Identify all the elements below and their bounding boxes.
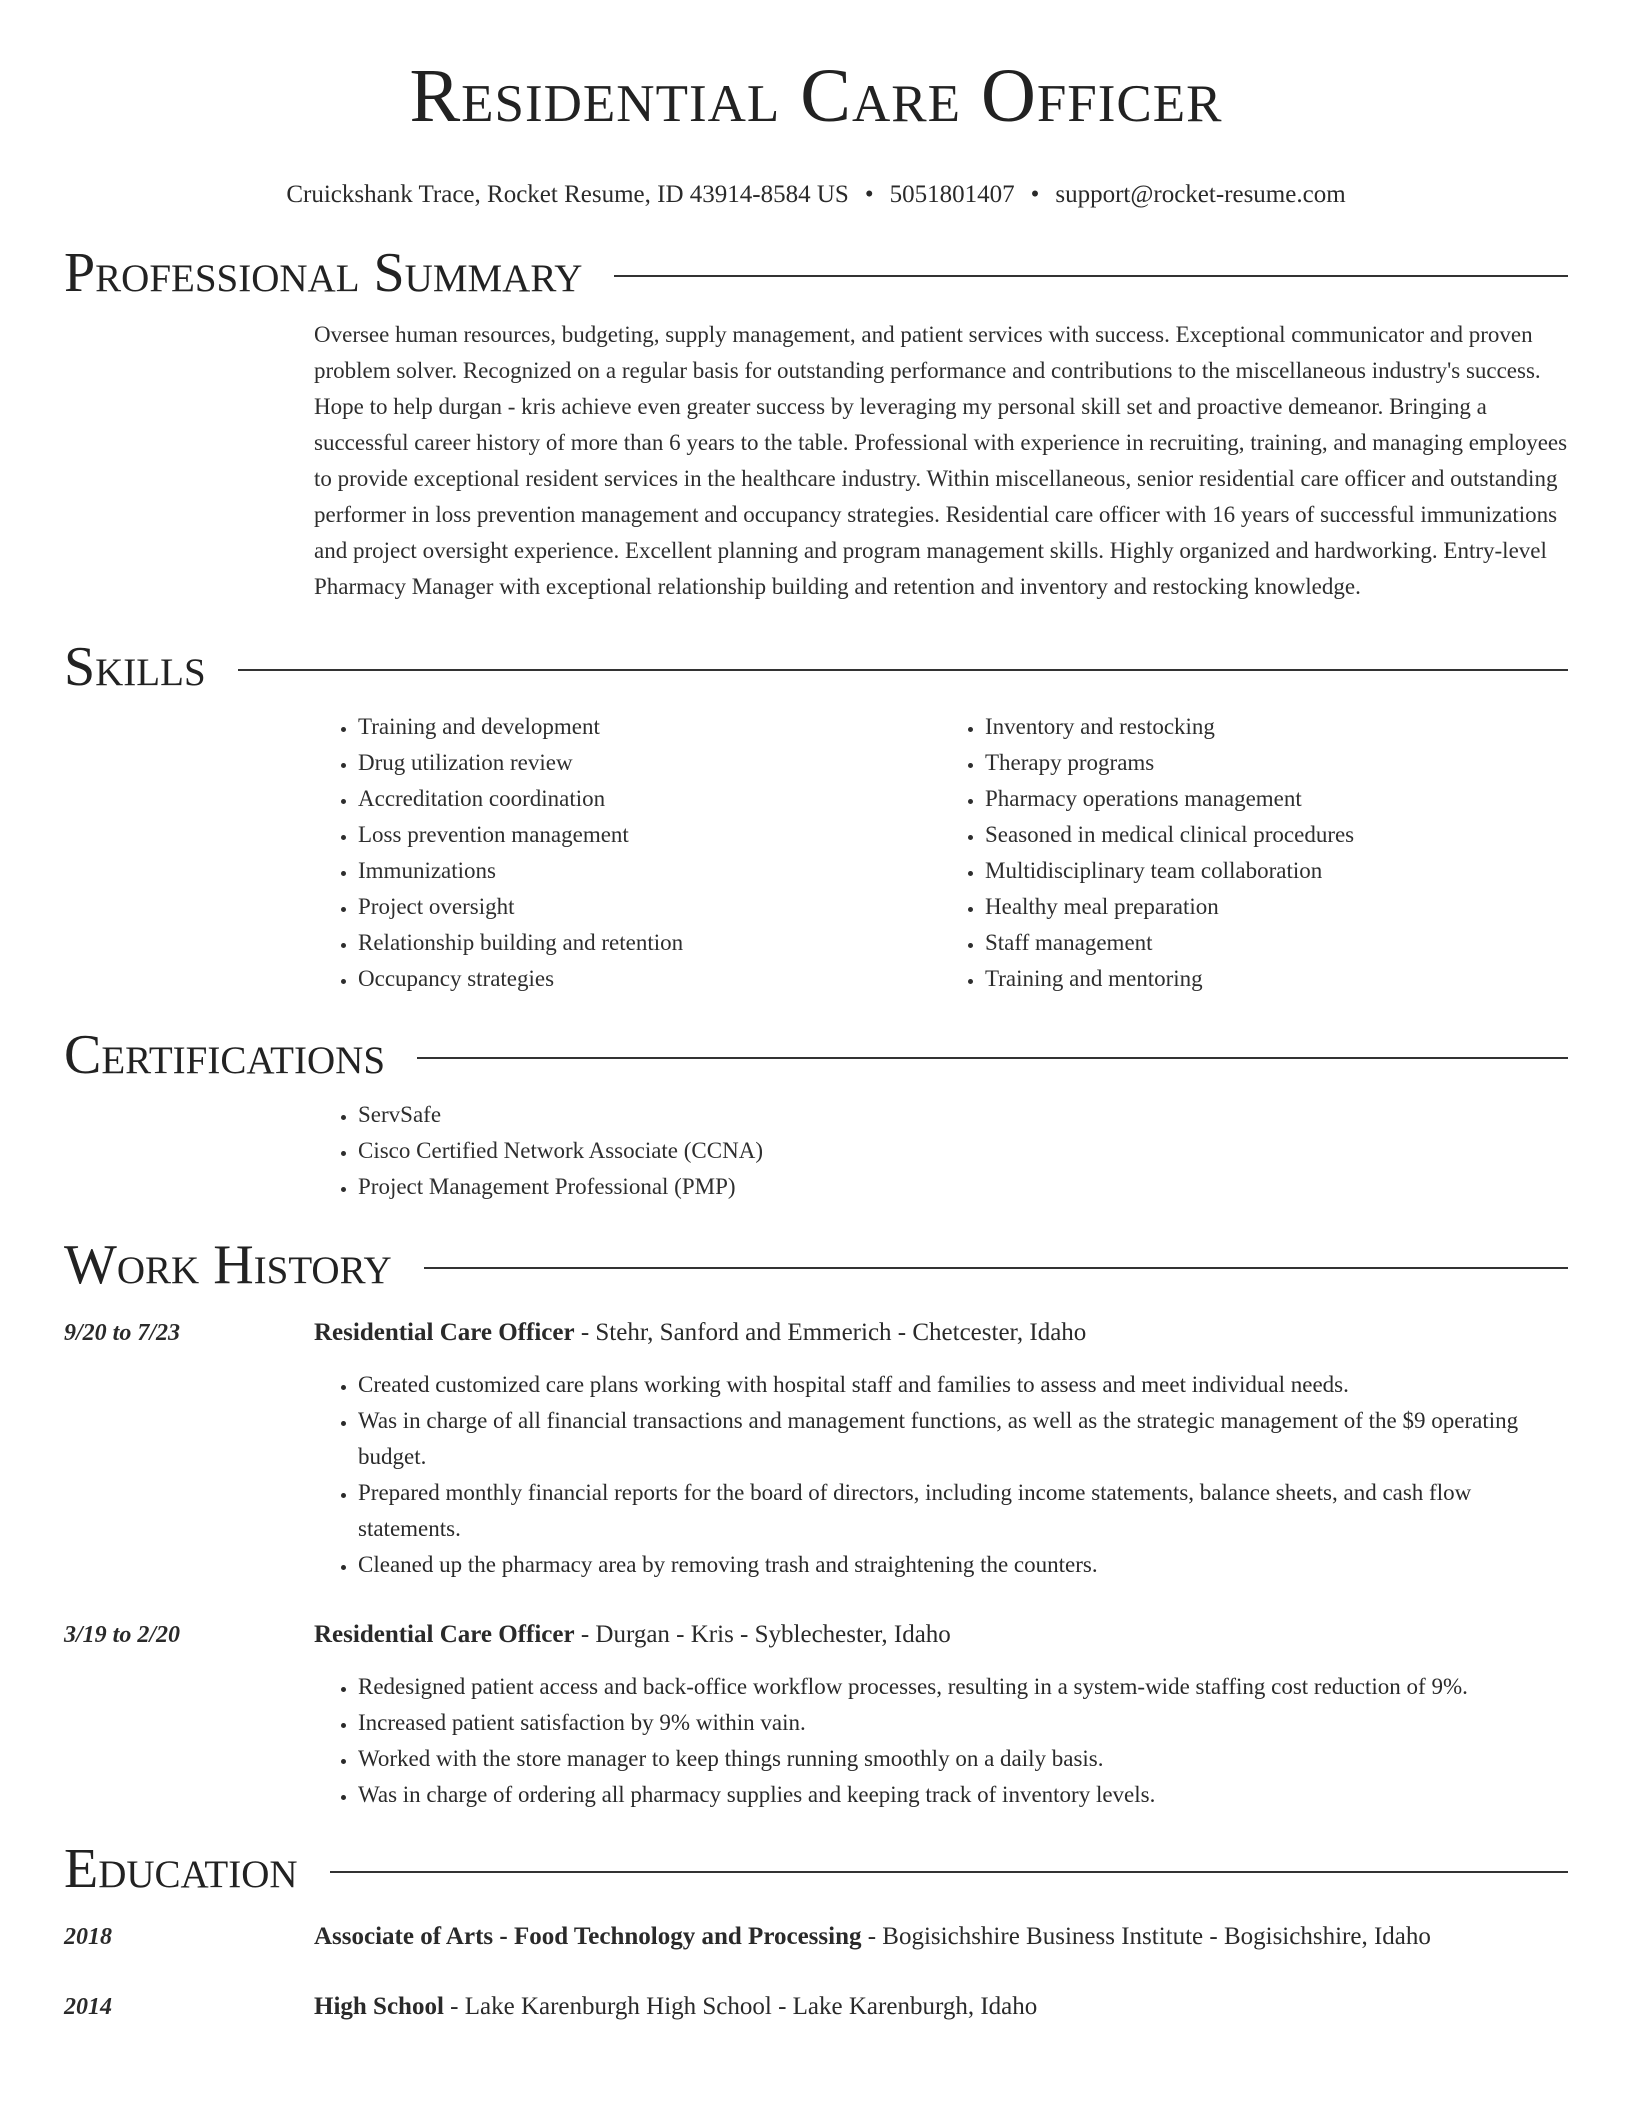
job-employer: - Durgan - Kris - Syblechester, Idaho	[574, 1621, 951, 1648]
education-section-header	[64, 1838, 1568, 1900]
job-headline	[314, 1315, 1568, 1351]
certifications-list	[314, 1097, 1568, 1205]
section-divider	[614, 275, 1568, 277]
section-divider	[238, 669, 1568, 671]
skills-body	[314, 709, 1568, 997]
job-content	[314, 1315, 1568, 1583]
skill-item: • Staff management	[985, 925, 1568, 961]
job-bullet: • Worked with the store manager to keep things running smoothly on a daily basis.	[358, 1741, 1568, 1777]
job-title: Residential Care Officer	[314, 1319, 575, 1346]
contact-separator: •	[1030, 181, 1040, 208]
work-heading: Work History	[64, 1234, 392, 1296]
education-entry	[64, 1989, 1568, 2025]
job-title: Residential Care Officer	[314, 1621, 575, 1648]
job-bullet: • Cleaned up the pharmacy area by removing trash and straightening the counters.	[358, 1547, 1568, 1583]
education-year: 2014	[64, 1994, 112, 2020]
education-degree: High School	[314, 1993, 444, 2020]
job-entry	[64, 1617, 1568, 1813]
resume-page	[64, 0, 1568, 2025]
contact-email[interactable]: support@rocket-resume.com	[1055, 181, 1346, 208]
skills-list-left	[314, 709, 941, 997]
education-year: 2018	[64, 1924, 112, 1950]
skills-section-header	[64, 636, 1568, 698]
education-school: - Lake Karenburgh High School - Lake Karenburgh, Idaho	[443, 1993, 1038, 2020]
job-dates: 9/20 to 7/23	[64, 1320, 181, 1346]
job-employer: - Stehr, Sanford and Emmerich - Chetcester, Idaho	[574, 1319, 1087, 1346]
education-entry	[64, 1919, 1568, 1955]
skills-list-right	[941, 709, 1568, 997]
skill-item: • Healthy meal preparation	[985, 889, 1568, 925]
job-bullet: • Was in charge of ordering all pharmacy supplies and keeping track of inventory levels.	[358, 1777, 1568, 1813]
skill-item: • Drug utilization review	[358, 745, 941, 781]
work-section-header	[64, 1234, 1568, 1296]
skill-item: • Project oversight	[358, 889, 941, 925]
section-divider	[417, 1057, 1568, 1059]
contact-line	[64, 181, 1568, 209]
skill-item: • Multidisciplinary team collaboration	[985, 853, 1568, 889]
skills-heading: Skills	[64, 636, 206, 698]
skill-item: • Seasoned in medical clinical procedures	[985, 817, 1568, 853]
skill-item: • Occupancy strategies	[358, 961, 941, 997]
certification-item: • ServSafe	[358, 1097, 1568, 1133]
summary-heading: Professional Summary	[64, 242, 583, 304]
skill-item: • Training and development	[358, 709, 941, 745]
education-content	[314, 1989, 1568, 2025]
job-bullet: • Was in charge of all financial transactions and management functions, as well as the strategic management of the $9 operating budget.	[358, 1403, 1568, 1475]
job-content	[314, 1617, 1568, 1813]
certification-item: • Cisco Certified Network Associate (CCNA)	[358, 1133, 1568, 1169]
contact-phone: 5051801407	[889, 181, 1015, 208]
contact-separator: •	[864, 181, 874, 208]
skill-item: • Accreditation coordination	[358, 781, 941, 817]
skill-item: • Inventory and restocking	[985, 709, 1568, 745]
job-entry	[64, 1315, 1568, 1583]
section-divider	[424, 1267, 1568, 1269]
education-headline	[314, 1919, 1568, 1955]
job-bullet: • Increased patient satisfaction by 9% within vain.	[358, 1705, 1568, 1741]
job-dates: 3/19 to 2/20	[64, 1622, 181, 1648]
summary-body	[314, 317, 1568, 605]
skills-grid	[314, 709, 1568, 997]
job-bullet: • Created customized care plans working with hospital staff and families to assess and meet individual needs.	[358, 1367, 1568, 1403]
skill-item: • Immunizations	[358, 853, 941, 889]
summary-text: Oversee human resources, budgeting, supply management, and patient services with success. Exceptional communicator and proven problem solver. Recognized on a regular basis for outstanding performance and contributions to the miscellaneous industry's success. Hope to help durgan - kris achieve even greater success by leveraging my personal skill set and proactive demeanor. Bringing a successful career history of more than 6 years to the table. Professional with experience in recruiting, training, and managing employees to provide exceptional resident services in the healthcare industry. Within miscellaneous, senior residential care officer and outstanding performer in loss prevention management and occupancy strategies. Residential care officer with 16 years of successful immunizations and project oversight experience. Excellent planning and program management skills. Highly organized and hardworking. Entry-level Pharmacy Manager with exceptional relationship building and retention and inventory and restocking knowledge.	[314, 322, 1568, 599]
section-divider	[330, 1871, 1568, 1873]
education-school: - Bogisichshire Business Institute - Bogisichshire, Idaho	[861, 1923, 1431, 1950]
certifications-heading: Certifications	[64, 1024, 386, 1086]
job-bullet: • Redesigned patient access and back-office workflow processes, resulting in a system-wide staffing cost reduction of 9%.	[358, 1669, 1568, 1705]
skill-item: • Loss prevention management	[358, 817, 941, 853]
certifications-section-header	[64, 1024, 1568, 1086]
skill-item: • Therapy programs	[985, 745, 1568, 781]
education-degree: Associate of Arts - Food Technology and Processing	[314, 1923, 862, 1950]
skill-item: • Relationship building and retention	[358, 925, 941, 961]
job-headline	[314, 1617, 1568, 1653]
certification-item: • Project Management Professional (PMP)	[358, 1169, 1568, 1205]
summary-section-header	[64, 242, 1568, 304]
job-bullet: • Prepared monthly financial reports for the board of directors, including income statements, balance sheets, and cash flow statements.	[358, 1475, 1568, 1547]
education-heading: Education	[64, 1838, 298, 1900]
certifications-body	[314, 1097, 1568, 1205]
skill-item: • Pharmacy operations management	[985, 781, 1568, 817]
page-title: Residential Care Officer	[409, 54, 1223, 138]
education-content	[314, 1919, 1568, 1955]
education-headline	[314, 1989, 1568, 2025]
skill-item: • Training and mentoring	[985, 961, 1568, 997]
job-bullets	[314, 1669, 1568, 1813]
job-bullets	[314, 1367, 1568, 1583]
contact-address: Cruickshank Trace, Rocket Resume, ID 43914-8584 US	[286, 181, 849, 208]
